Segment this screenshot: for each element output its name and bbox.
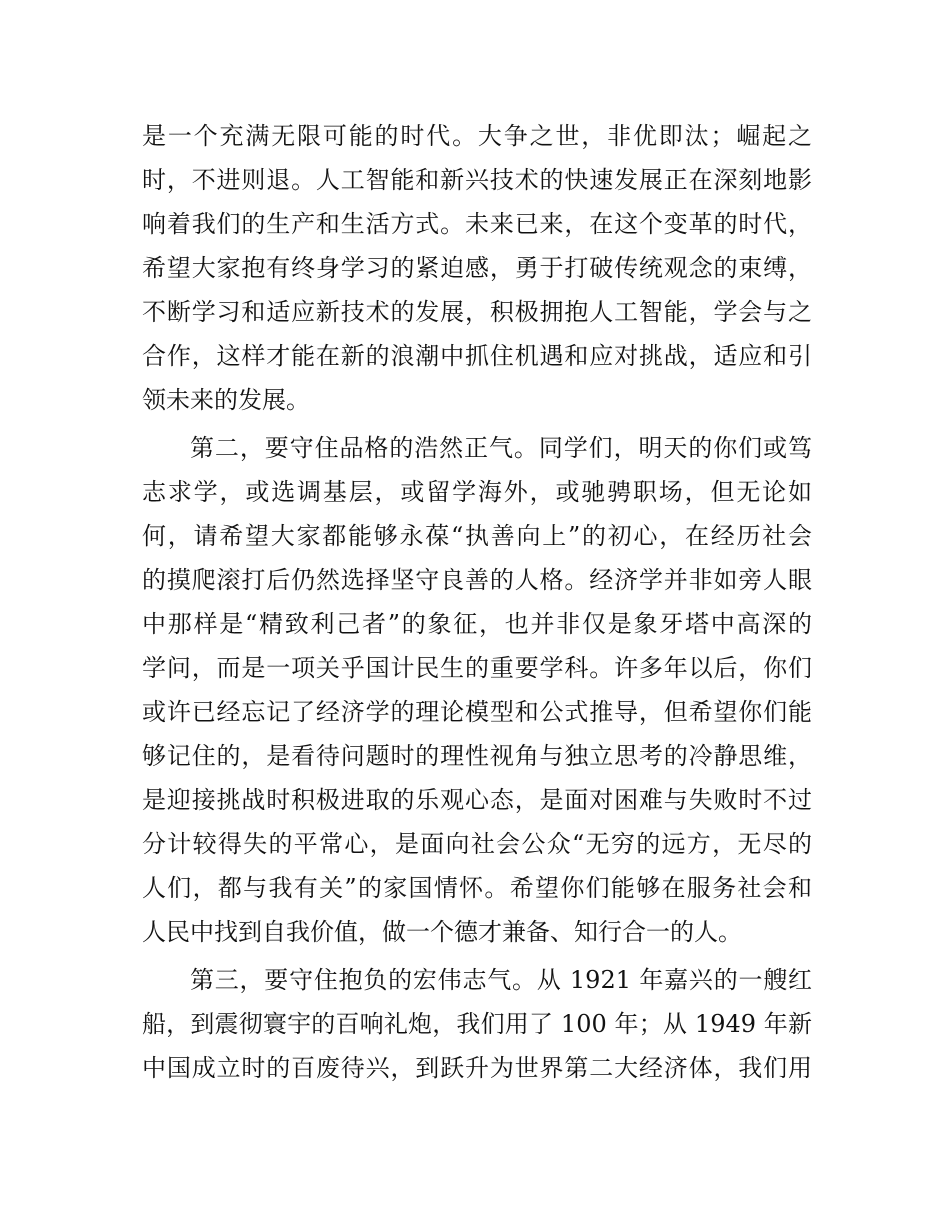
text-line: 志求学，或选调基层，或留学海外，或驰骋职场，但无论如 (142, 478, 812, 506)
text-line: 希望大家抱有终身学习的紧迫感，勇于打破传统观念的束缚， (142, 254, 812, 282)
text-line: 何，请希望大家都能够永葆“执善向上”的初心，在经历社会 (142, 522, 812, 550)
text-line: 响着我们的生产和生活方式。未来已来，在这个变革的时代， (142, 210, 812, 238)
text-line: 中那样是“精致利己者”的象征，也并非仅是象牙塔中高深的 (142, 610, 812, 638)
text-line: 第二，要守住品格的浩然正气。同学们，明天的你们或笃 (190, 434, 812, 462)
text-line: 合作，这样才能在新的浪潮中抓住机遇和应对挑战，适应和引 (142, 342, 812, 370)
text-line: 学问，而是一项关乎国计民生的重要学科。许多年以后，你们 (142, 654, 812, 682)
text-line: 是一个充满无限可能的时代。大争之世，非优即汰；崛起之 (142, 122, 812, 150)
body-text (142, 114, 812, 1090)
text-line: 中国成立时的百废待兴，到跃升为世界第二大经济体，我们用 (142, 1054, 812, 1082)
text-line: 的摸爬滚打后仍然选择坚守良善的人格。经济学并非如旁人眼 (142, 566, 812, 594)
text-line: 分计较得失的平常心，是面向社会公众“无穷的远方，无尽的 (142, 830, 812, 858)
text-line: 船，到震彻寰宇的百响礼炮，我们用了 100 年；从 1949 年新 (142, 1010, 812, 1038)
text-line: 第三，要守住抱负的宏伟志气。从 1921 年嘉兴的一艘红 (190, 966, 812, 994)
text-line: 不断学习和适应新技术的发展，积极拥抱人工智能，学会与之 (142, 298, 812, 326)
text-line: 或许已经忘记了经济学的理论模型和公式推导，但希望你们能 (142, 698, 812, 726)
text-line: 领未来的发展。 (142, 386, 310, 414)
text-line: 时，不进则退。人工智能和新兴技术的快速发展正在深刻地影 (142, 166, 812, 194)
text-line: 是迎接挑战时积极进取的乐观心态，是面对困难与失败时不过 (142, 786, 812, 814)
text-line: 人民中找到自我价值，做一个德才兼备、知行合一的人。 (142, 918, 742, 946)
text-line: 够记住的，是看待问题时的理性视角与独立思考的冷静思维， (142, 742, 812, 770)
text-line: 人们，都与我有关”的家国情怀。希望你们能够在服务社会和 (142, 874, 812, 902)
